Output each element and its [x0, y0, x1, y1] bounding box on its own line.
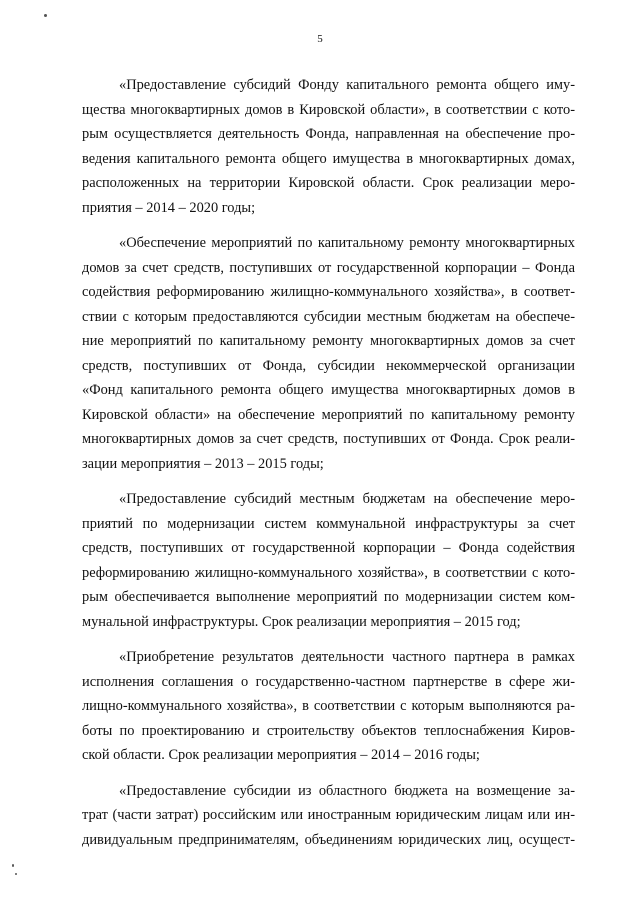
paragraph: [82, 73, 575, 220]
document-body: [82, 73, 575, 863]
text-line: средств, поступивших от государственной корпорации – Фонда содействия: [82, 540, 575, 556]
text-line: рым обеспечивается выполнение мероприятий по модернизации систем ком-: [82, 589, 575, 605]
text-line: ствии с которым предоставляются субсидии местным бюджетам на обеспече-: [82, 308, 575, 325]
text-line: щества многоквартирных домов в Кировской области», в соответствии с кото-: [82, 101, 575, 118]
scan-speck: [44, 14, 47, 17]
text-line: дивидуальным предпринимателям, объединениям юридических лиц, осущест-: [82, 831, 575, 848]
text-line: трат (части затрат) российским или иностранным юридическим лицам или ин-: [82, 807, 575, 823]
text-line: приятия – 2014 – 2020 годы;: [82, 199, 256, 216]
text-line: Кировской области» на обеспечение мероприятий по капитальному ремонту: [82, 406, 575, 423]
text-line: зации мероприятия – 2013 – 2015 годы;: [82, 455, 324, 472]
text-line: «Предоставление субсидий Фонду капитального ремонта общего иму-: [119, 77, 575, 93]
text-line: домов за счет средств, поступивших от государственной корпорации – Фонда: [82, 259, 575, 276]
text-line: многоквартирных домов за счет средств, поступивших от Фонда. Срок реали-: [82, 431, 575, 447]
scan-speck: [15, 873, 17, 875]
text-line: «Предоставление субсидии из областного бюджета на возмещение за-: [119, 782, 575, 799]
text-line: «Приобретение результатов деятельности частного партнера в рамках: [119, 649, 575, 665]
text-line: средств, поступивших от Фонда, субсидии некоммерческой организации: [82, 357, 575, 374]
text-line: лищно-коммунального хозяйства», в соответствии с которым выполняются ра-: [82, 698, 575, 714]
paragraph: [82, 231, 575, 476]
text-line: реформированию жилищно-коммунального хозяйства», в соответствии с кото-: [82, 564, 575, 581]
scan-speck: [12, 864, 14, 867]
text-line: «Предоставление субсидий местным бюджетам на обеспечение меро-: [119, 491, 575, 507]
paragraph: [82, 779, 575, 853]
page-number: 5: [317, 33, 323, 45]
text-line: ской области. Срок реализации мероприятия – 2014 – 2016 годы;: [82, 747, 480, 763]
text-line: расположенных на территории Кировской области. Срок реализации меро-: [82, 175, 575, 191]
text-line: ние мероприятий по капитальному ремонту многоквартирных домов за счет: [82, 333, 575, 349]
text-line: мунальной инфраструктуры. Срок реализации мероприятия – 2015 год;: [82, 613, 521, 630]
text-line: ведения капитального ремонта общего имущества в многоквартирных домах,: [82, 150, 575, 167]
text-line: приятий по модернизации систем коммунальной инфраструктуры за счет: [82, 515, 575, 532]
text-line: исполнения соглашения о государственно-частном партнерстве в сфере жи-: [82, 673, 575, 690]
text-line: боты по проектированию и строительству объектов теплоснабжения Киров-: [82, 722, 575, 739]
paragraph: [82, 487, 575, 634]
text-line: рым осуществляется деятельность Фонда, направленная на обеспечение про-: [82, 126, 575, 142]
text-line: «Фонд капитального ремонта общего имущества многоквартирных домов в: [82, 382, 575, 398]
text-line: «Обеспечение мероприятий по капитальному ремонту многоквартирных: [119, 235, 575, 251]
paragraph: [82, 645, 575, 768]
text-line: содействия реформированию жилищно-коммунального хозяйства», в соответ-: [82, 284, 575, 300]
